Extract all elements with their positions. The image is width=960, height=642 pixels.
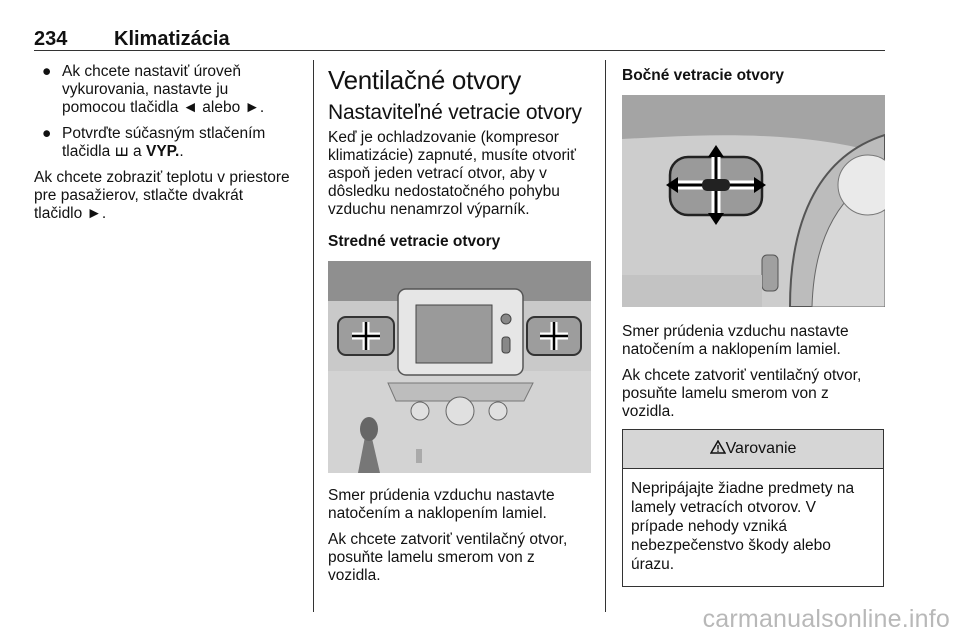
paragraph-line: Smer prúdenia vzduchu nastavte xyxy=(622,323,849,340)
paragraph xyxy=(328,487,596,523)
seat-heat-icon: ꟺ xyxy=(114,143,129,160)
paragraph-line: klimatizácie) zapnuté, musíte otvoriť xyxy=(328,147,576,164)
column-3 xyxy=(622,63,884,587)
warning-triangle-icon xyxy=(710,440,726,454)
paragraph-line: dôsledku nedostatočného pohybu xyxy=(328,183,560,200)
warning-line: lamely vetracích otvorov. V xyxy=(631,499,816,516)
paragraph-line: Smer prúdenia vzduchu nastavte xyxy=(328,487,555,504)
list-item xyxy=(34,63,306,117)
paragraph-line: pre pasažierov, stlačte dvakrát xyxy=(34,187,244,204)
paragraph-line: tlačidlo ►. xyxy=(34,205,107,222)
paragraph-line: vzduchu nenamrzol výparník. xyxy=(328,201,530,218)
bullet-dot: ● xyxy=(42,125,52,142)
section-title: Klimatizácia xyxy=(114,28,230,50)
bullet-line: vykurovania, nastavte ju xyxy=(62,81,229,98)
heading-adjustable-vents: Nastaviteľné vetracie otvory xyxy=(328,101,582,124)
bullet-line xyxy=(62,143,306,161)
paragraph-line: vozidla. xyxy=(622,403,675,420)
paragraph-line: Ak chcete zatvoriť ventilačný otvor, xyxy=(328,531,568,548)
intro-paragraph xyxy=(328,129,596,219)
paragraph-line: aspoň jeden vetrací otvor, aby v xyxy=(328,165,547,182)
vyp-label: VYP. xyxy=(145,143,180,160)
warning-title: Varovanie xyxy=(725,440,797,457)
paragraph-line: natočením a naklopením lamiel. xyxy=(622,341,841,358)
heading-ventilation: Ventilačné otvory xyxy=(328,65,521,95)
warning-line: úrazu. xyxy=(631,556,675,573)
heading-center-vents: Stredné vetracie otvory xyxy=(328,233,501,250)
paragraph-line: Ak chcete zatvoriť ventilačný otvor, xyxy=(622,367,862,384)
paragraph xyxy=(328,531,596,585)
bullet-line: pomocou tlačidla ◄ alebo ►. xyxy=(62,99,265,116)
warning-header xyxy=(623,430,883,469)
header-rule xyxy=(34,50,885,51)
column-divider-2 xyxy=(605,60,606,612)
paragraph xyxy=(34,169,306,223)
paragraph-line: posuňte lamelu smerom von z xyxy=(622,385,829,402)
text-fragment: tlačidla xyxy=(62,143,115,160)
warning-box xyxy=(622,429,884,587)
text-fragment: a xyxy=(128,143,146,160)
side-vent-illustration xyxy=(622,95,885,307)
bullet-dot: ● xyxy=(42,63,52,80)
list-item xyxy=(34,125,306,161)
paragraph-line: vozidla. xyxy=(328,567,381,584)
column-1 xyxy=(34,63,306,223)
paragraph xyxy=(622,367,884,421)
heading-side-vents: Bočné vetracie otvory xyxy=(622,67,784,84)
bullet-line: Potvrďte súčasným stlačením xyxy=(62,125,266,142)
warning-line: nebezpečenstvo škody alebo xyxy=(631,537,831,554)
warning-line: Nepripájajte žiadne predmety na xyxy=(631,480,855,497)
warning-body xyxy=(623,469,883,586)
center-vents-illustration xyxy=(328,261,591,473)
text-fragment: . xyxy=(179,143,184,160)
page-number: 234 xyxy=(34,28,68,50)
paragraph-line: Ak chcete zobraziť teplotu v priestore xyxy=(34,169,290,186)
warning-line: prípade nehody vzniká xyxy=(631,518,787,535)
column-divider-1 xyxy=(313,60,314,612)
paragraph-line: posuňte lamelu smerom von z xyxy=(328,549,535,566)
paragraph-line: natočením a naklopením lamiel. xyxy=(328,505,547,522)
bullet-line: Ak chcete nastaviť úroveň xyxy=(62,63,241,80)
watermark: carmanualsonline.info xyxy=(702,605,950,633)
paragraph-line: Keď je ochladzovanie (kompresor xyxy=(328,129,559,146)
paragraph xyxy=(622,323,884,359)
column-2 xyxy=(328,63,596,593)
